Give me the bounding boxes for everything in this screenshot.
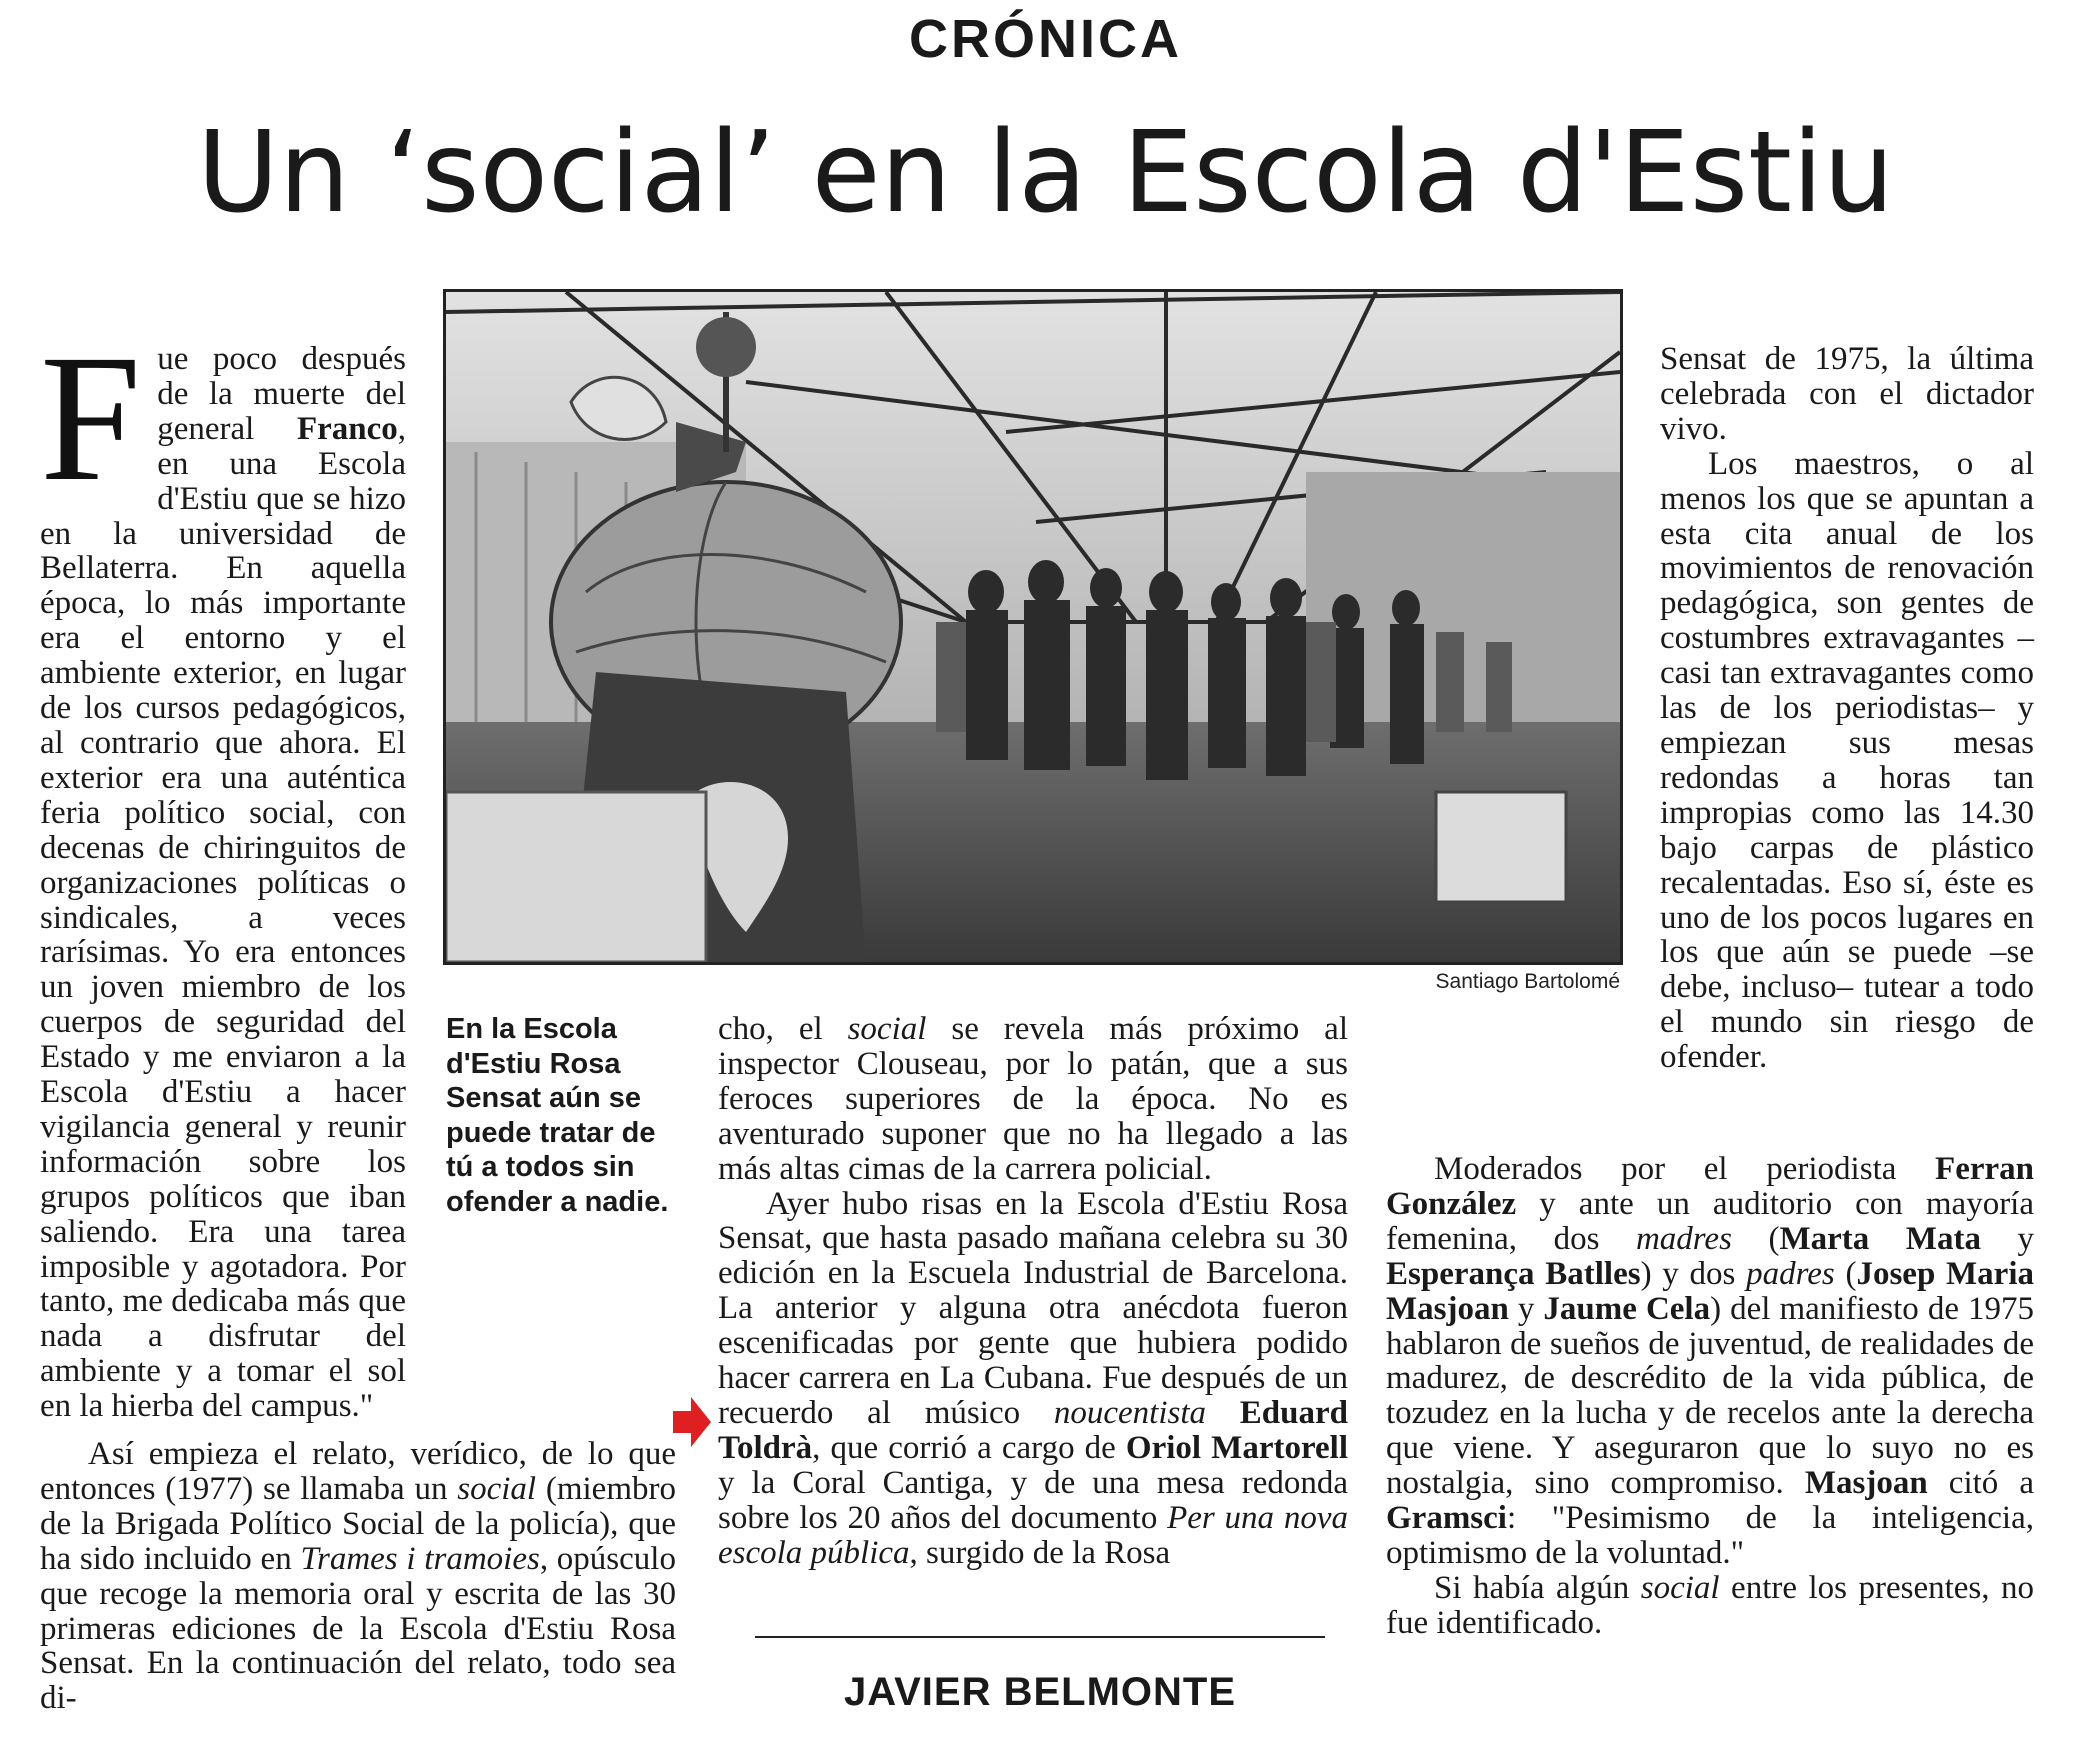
- headline: Un ‘social’ en la Escola d'Estiu: [196, 108, 1895, 238]
- article-paragraph-7: Moderados por el periodista Ferran González y ante un auditorio con mayoría femenina, dos madres (Marta Mata y Esperança Batlles) y dos padres (Josep Maria Masjoan y Jaume Cela) del manifiesto de 1975 hablaron de sueños de juventud, de realidades de madurez, de descrédito de la vida pública, de tozudez en la lucha y de recelos ante la derecha que viene. Y aseguraron que lo suyo no es nostalgia, sino compromiso. Masjoan citó a Gramsci: "Pesimismo de la inteligencia, optimismo de la voluntad.": [1386, 1151, 2035, 1571]
- photo-caption: En la Escola d'Estiu Rosa Sensat aún se puede tratar de tú a todos sin ofender a nadie.: [446, 1013, 669, 1218]
- byline: JAVIER BELMONTE: [843, 1670, 1237, 1714]
- article-paragraph-8: Si había algún social entre los presentes, no fue identificado.: [1386, 1569, 2034, 1641]
- article-paragraph-6: Los maestros, o al menos los que se apuntan a esta cita anual de los movimientos de renovación pedagógica, son gentes de costumbres extravagantes –casi tan extravagantes como las de los periodistas– y empiezan sus mesas redondas a horas tan impropias como las 14.30 bajo carpas de plástico recalentadas. Eso sí, éste es uno de los pocos lugares en los que aún se puede –se debe, incluso– tutear a todo el mundo sin riesgo de ofender.: [1660, 445, 2034, 1076]
- tent-photo-illustration: [446, 292, 1620, 962]
- article-column-3: [1660, 342, 2034, 1075]
- article-paragraph-4: Ayer hubo risas en la Escola d'Estiu Rosa Sensat, que hasta pasado mañana celebra su 30 edición en la Escuela Industrial de Barcelona. La anterior y alguna otra anécdota fueron escenificadas por gente que hubiera podido hacer carrera en La Cubana. Fue después de un recuerdo al músico noucentista Eduard Toldrà, que corrió a cargo de Oriol Martorell y la Coral Cantiga, y de una mesa redonda sobre los 20 años del documento Per una nova escola pública, surgido de la Rosa: [718, 1185, 1348, 1571]
- red-arrow-icon: [673, 1397, 711, 1447]
- article-column-2: [718, 1012, 1348, 1571]
- photo-credit: Santiago Bartolomé: [1435, 970, 1620, 993]
- article-paragraph-5: Sensat de 1975, la última celebrada con el dictador vivo.: [1660, 341, 2034, 447]
- article-column-1: [40, 318, 406, 1425]
- article-column-1-lower: [40, 1437, 676, 1716]
- article-column-3-lower: [1386, 1152, 2034, 1641]
- section-label: CRÓNICA: [909, 9, 1182, 69]
- byline-rule: [755, 1636, 1325, 1638]
- drop-cap: F: [40, 318, 142, 519]
- article-paragraph-1: Fue poco después de la muerte del general Franco, en una Escola d'Estiu que se hizo en la universidad de Bellaterra. En aquella época, lo más importante era el entorno y el ambiente exterior, en lugar de los cursos pedagógicos, al contrario que ahora. El exterior era una auténtica feria político social, con decenas de chiringuitos de organizaciones políticas o sindicales, a veces rarísimas. Yo era entonces un joven miembro de los cuerpos de seguridad del Estado y me enviaron a la Escola d'Estiu a hacer vigilancia general y reunir información sobre los grupos políticos que iban saliendo. Era una tarea imposible y agotadora. Por tanto, me dedicaba más que nada a disfrutar del ambiente y a tomar el sol en la hierba del campus.": [40, 318, 406, 1425]
- article-paragraph-3: cho, el social se revela más próximo al inspector Clouseau, por lo patán, que a sus feroces superiores de la época. No es aventurado suponer que no ha llegado a las más altas cimas de la carrera policial.: [718, 1011, 1348, 1187]
- article-photo: [443, 289, 1623, 965]
- article-paragraph-2: Así empieza el relato, verídico, de lo que entonces (1977) se llamaba un social (miembro de la Brigada Político Social de la policía), que ha sido incluido en Trames i tramoies, opúsculo que recoge la memoria oral y escrita de las 30 primeras ediciones de la Escola d'Estiu Rosa Sensat. En la continuación del relato, todo sea di-: [40, 1436, 676, 1717]
